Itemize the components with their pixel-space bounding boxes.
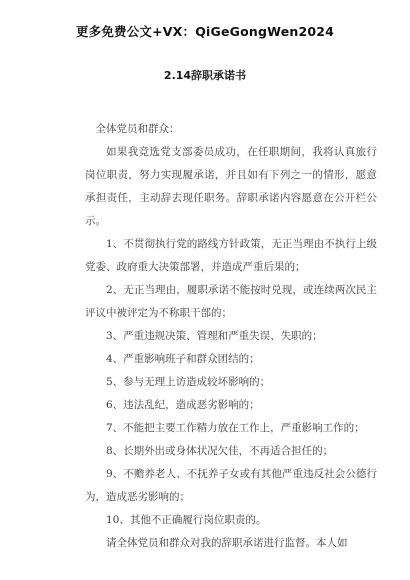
salutation: 全体党员和群众： [95, 123, 180, 135]
document-body [85, 118, 377, 555]
list-item: 2、无正当理由，履职承诺不能按时兑现，或连续两次民主评议中被评定为不称职干部的； [85, 284, 377, 319]
closing-paragraph: 请全体党员和群众对我的辞职承诺进行监督。本人如 [106, 537, 348, 549]
list-item: 10、其他不正确履行岗位职责的。 [106, 514, 267, 526]
list-item: 1、不贯彻执行党的路线方针政策，无正当理由不执行上级党委、政府重大决策部署，并造成严重后果的； [85, 238, 377, 273]
promo-header: 更多免费公文+VX：QiGeGongWen2024 [75, 24, 335, 39]
list-item: 7、不能把主要工作精力放在工作上，严重影响工作的； [106, 422, 365, 434]
list-item: 5、参与无理上访造成较坏影响的； [106, 376, 271, 388]
list-item: 6、违法乱纪，造成恶劣影响的； [106, 399, 260, 411]
list-item: 3、严重违规决策、管理和严重失误、失职的； [106, 330, 323, 342]
document-title: 2.14辞职承诺书 [163, 69, 247, 82]
list-item: 8、长期外出或身体状况欠佳，不再适合担任的； [106, 445, 334, 457]
intro-paragraph: 如果我竞选党支部委员成功，在任职期间，我将认真旅行岗位职责，努力实现履承诺，并且如有下列之一的情形，愿意承担责任，主动辞去现任职务。辞职承诺内容愿意在公开栏公示。 [85, 146, 377, 227]
list-item: 4、严重影响班子和群众团结的； [106, 353, 260, 365]
list-item: 9、不赡养老人、不抚养子女或有其他严重违反社会公德行为，造成恶劣影响的； [85, 468, 377, 503]
